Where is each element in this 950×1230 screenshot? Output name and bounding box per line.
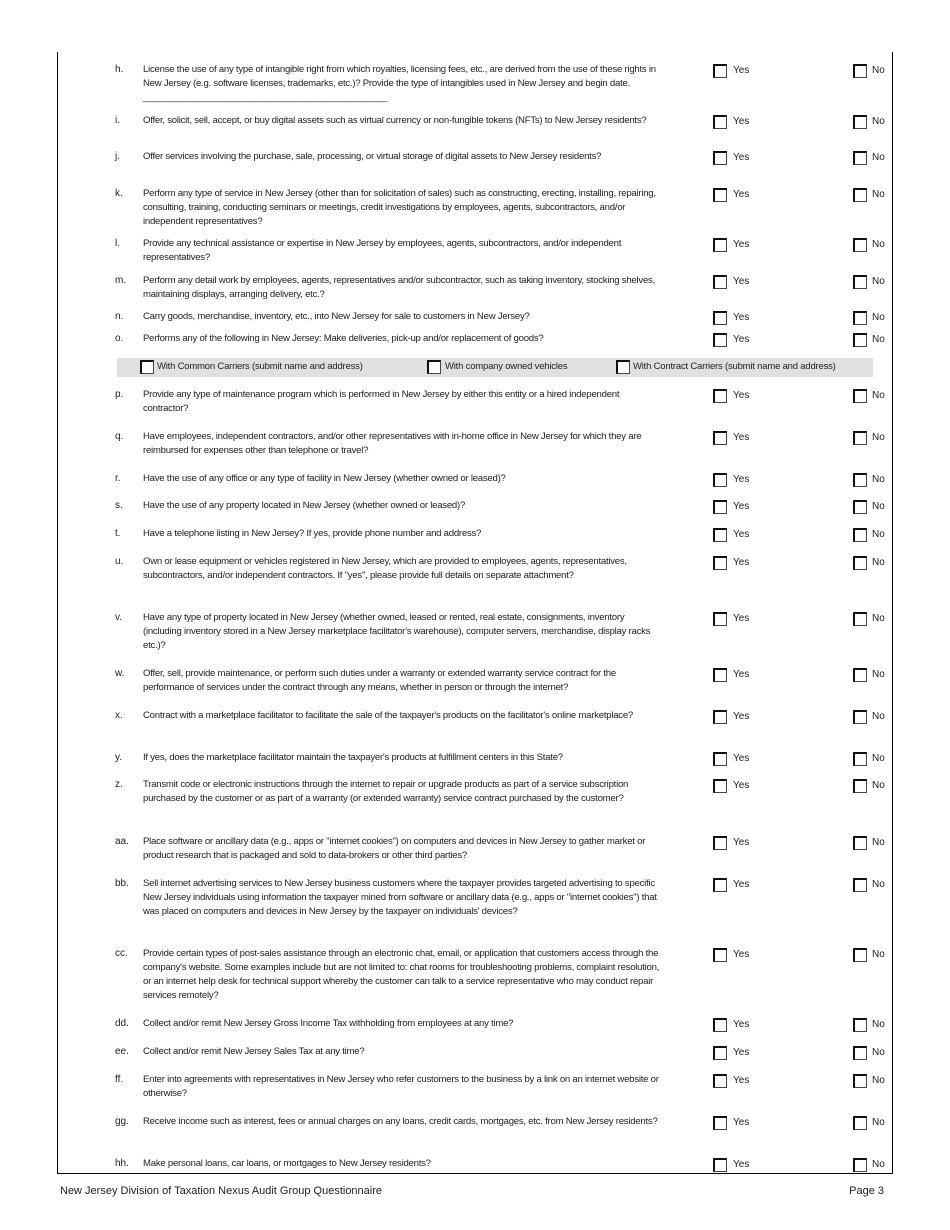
yes-label: Yes [733, 239, 750, 250]
no-checkbox[interactable] [853, 1018, 867, 1032]
no-label: No [872, 432, 885, 443]
no-label: No [872, 753, 885, 764]
yes-checkbox[interactable] [713, 151, 727, 165]
company-vehicles-checkbox[interactable] [427, 360, 441, 374]
question-letter: x. [115, 710, 123, 721]
no-label: No [872, 152, 885, 163]
yes-checkbox[interactable] [713, 556, 727, 570]
no-checkbox[interactable] [853, 1046, 867, 1060]
no-checkbox[interactable] [853, 1074, 867, 1088]
yes-label: Yes [733, 474, 750, 485]
question-text: Provide certain types of post-sales assistance through an electronic chat, email, or application that customers access through the company's website. Some examples include but are not limited to: chat rooms for troubleshooting problems, complaint resolution, or an internet help desk for technical support whereby the customer can talk to a service representative who may conduct repair services remotely? [143, 948, 660, 1001]
no-checkbox[interactable] [853, 64, 867, 78]
common-carriers-checkbox[interactable] [140, 360, 154, 374]
no-label: No [872, 390, 885, 401]
yes-checkbox[interactable] [713, 1074, 727, 1088]
yes-label: Yes [733, 837, 750, 848]
no-checkbox[interactable] [853, 752, 867, 766]
question-letter: dd. [115, 1018, 129, 1029]
yes-label: Yes [733, 189, 750, 200]
yes-checkbox[interactable] [713, 238, 727, 252]
footer-title: New Jersey Division of Taxation Nexus Audit Group Questionnaire [60, 1185, 383, 1197]
question-letter: i. [115, 115, 120, 126]
yes-label: Yes [733, 557, 750, 568]
no-label: No [872, 501, 885, 512]
yes-label: Yes [733, 276, 750, 287]
no-label: No [872, 529, 885, 540]
question-text: Performs any of the following in New Jersey: Make deliveries, pick-up and/or replacement of goods? [143, 333, 544, 344]
yes-checkbox[interactable] [713, 668, 727, 682]
question-text: Provide any technical assistance or expertise in New Jersey by employees, agents, subcontractors, and/or independent representatives? [143, 238, 622, 263]
question-text: Perform any type of service in New Jersey (other than for solicitation of sales) such as constructing, erecting, installing, repairing, consulting, training, conducting seminars or meetings, credit investigations by employees, agents, subcontractors, and/or independent representatives? [143, 188, 656, 227]
question-text: Have a telephone listing in New Jersey? If yes, provide phone number and address? [143, 528, 482, 539]
no-label: No [872, 1047, 885, 1058]
no-label: No [872, 1075, 885, 1086]
question-text: Make personal loans, car loans, or mortgages to New Jersey residents? [143, 1158, 431, 1169]
yes-checkbox[interactable] [713, 311, 727, 325]
no-label: No [872, 780, 885, 791]
no-label: No [872, 669, 885, 680]
question-text: Enter into agreements with representatives in New Jersey who refer customers to the business by a link on an internet website or otherwise? [143, 1074, 659, 1099]
yes-label: Yes [733, 116, 750, 127]
question-text: Perform any detail work by employees, agents, representatives and/or subcontractor, such as taking inventory, stocking shelves, maintaining displays, arranging delivery, etc.? [143, 275, 655, 300]
yes-label: Yes [733, 312, 750, 323]
yes-checkbox[interactable] [713, 612, 727, 626]
yes-checkbox[interactable] [713, 188, 727, 202]
no-checkbox[interactable] [853, 311, 867, 325]
question-letter: t. [115, 528, 121, 539]
no-checkbox[interactable] [853, 431, 867, 445]
question-text: Transmit code or electronic instructions through the internet to repair or upgrade products as part of a service subscription purchased by the customer or as part of a warranty (or extended warranty) service contract purchased by the customer? [143, 779, 629, 804]
yes-label: Yes [733, 65, 750, 76]
company-vehicles-label: With company owned vehicles [445, 361, 568, 372]
yes-checkbox[interactable] [713, 500, 727, 514]
delivery-methods-bar [117, 358, 873, 377]
question-text: Own or lease equipment or vehicles registered in New Jersey, which are provided to employees, agents, representatives, subcontractors, and/or independent contractors. If "yes", please provide full details on separate attachment? [143, 556, 627, 581]
yes-checkbox[interactable] [713, 779, 727, 793]
yes-checkbox[interactable] [713, 836, 727, 850]
question-letter: gg. [115, 1116, 129, 1127]
no-label: No [872, 116, 885, 127]
no-label: No [872, 879, 885, 890]
question-text: Offer services involving the purchase, sale, processing, or virtual storage of digital assets to New Jersey residents? [143, 151, 602, 162]
yes-label: Yes [733, 390, 750, 401]
yes-checkbox[interactable] [713, 64, 727, 78]
no-label: No [872, 711, 885, 722]
question-letter: y. [115, 752, 123, 763]
yes-label: Yes [733, 152, 750, 163]
yes-checkbox[interactable] [713, 878, 727, 892]
question-letter: hh. [115, 1158, 129, 1169]
no-checkbox[interactable] [853, 1116, 867, 1130]
no-label: No [872, 949, 885, 960]
question-letter: bb. [115, 878, 129, 889]
no-checkbox[interactable] [853, 151, 867, 165]
question-letter: ee. [115, 1046, 129, 1057]
yes-label: Yes [733, 529, 750, 540]
question-letter: z. [115, 779, 123, 790]
no-label: No [872, 1019, 885, 1030]
no-label: No [872, 276, 885, 287]
yes-label: Yes [733, 334, 750, 345]
yes-checkbox[interactable] [713, 431, 727, 445]
no-label: No [872, 334, 885, 345]
yes-label: Yes [733, 501, 750, 512]
yes-checkbox[interactable] [713, 1116, 727, 1130]
no-checkbox[interactable] [853, 948, 867, 962]
question-letter: h. [115, 64, 124, 75]
question-letter: q. [115, 431, 124, 442]
question-text: Place software or ancillary data (e.g., apps or "internet cookies") on computers and devices in New Jersey to gather market or product research that is packaged and sold to data-brokers or other third parties? [143, 836, 646, 861]
no-label: No [872, 189, 885, 200]
question-text: Have the use of any office or any type of facility in New Jersey (whether owned or leased)? [143, 473, 506, 484]
no-label: No [872, 1159, 885, 1170]
yes-checkbox[interactable] [713, 115, 727, 129]
no-checkbox[interactable] [853, 878, 867, 892]
question-text: Contract with a marketplace facilitator to facilitate the sale of the taxpayer's products on the facilitator's online marketplace? [143, 710, 634, 721]
no-checkbox[interactable] [853, 710, 867, 724]
yes-checkbox[interactable] [713, 528, 727, 542]
yes-label: Yes [733, 1019, 750, 1030]
question-text: Offer, solicit, sell, accept, or buy digital assets such as virtual currency or non-fungible tokens (NFTs) to New Jersey residents? [143, 115, 647, 126]
no-label: No [872, 837, 885, 848]
question-letter: j. [115, 151, 120, 162]
yes-checkbox[interactable] [713, 710, 727, 724]
yes-checkbox[interactable] [713, 473, 727, 487]
question-letter: l. [115, 238, 120, 249]
yes-label: Yes [733, 432, 750, 443]
no-checkbox[interactable] [853, 779, 867, 793]
no-checkbox[interactable] [853, 500, 867, 514]
no-label: No [872, 65, 885, 76]
yes-label: Yes [733, 879, 750, 890]
no-checkbox[interactable] [853, 115, 867, 129]
yes-checkbox[interactable] [713, 1018, 727, 1032]
yes-label: Yes [733, 753, 750, 764]
yes-checkbox[interactable] [713, 1158, 727, 1172]
question-letter: p. [115, 389, 124, 400]
question-text: Collect and/or remit New Jersey Sales Tax at any time? [143, 1046, 365, 1057]
yes-label: Yes [733, 669, 750, 680]
yes-label: Yes [733, 1159, 750, 1170]
question-text: Carry goods, merchandise, inventory, etc., into New Jersey for sale to customers in New Jersey? [143, 311, 530, 322]
question-text: Have any type of property located in New Jersey (whether owned, leased or rented, real estate, consignments, inventory (including inventory stored in a New Jersey marketplace facilitator's warehouse), computer servers, merchandise, display racks etc.)? [143, 612, 651, 651]
contract-carriers-checkbox[interactable] [616, 360, 630, 374]
yes-checkbox[interactable] [713, 333, 727, 347]
question-text: Receive income such as interest, fees or annual charges on any loans, credit cards, mortgages, etc. from New Jersey residents? [143, 1116, 658, 1127]
no-checkbox[interactable] [853, 528, 867, 542]
question-letter: ff. [115, 1074, 124, 1085]
no-checkbox[interactable] [853, 612, 867, 626]
yes-label: Yes [733, 613, 750, 624]
no-checkbox[interactable] [853, 275, 867, 289]
yes-checkbox[interactable] [713, 275, 727, 289]
no-label: No [872, 1117, 885, 1128]
yes-label: Yes [733, 1075, 750, 1086]
question-letter: n. [115, 311, 124, 322]
question-text: Have employees, independent contractors, and/or other representatives with in-home office in New Jersey for which they are reimbursed for expenses other than telephone or travel? [143, 431, 642, 456]
question-letter: cc. [115, 948, 128, 959]
yes-label: Yes [733, 1047, 750, 1058]
question-text: Offer, sell, provide maintenance, or perform such duties under a warranty or extended warranty service contract for the performance of services under the contract through any means, whether in person or through the internet? [143, 668, 616, 693]
yes-checkbox[interactable] [713, 1046, 727, 1060]
no-checkbox[interactable] [853, 389, 867, 403]
question-text: License the use of any type of intangible right from which royalties, licensing fees, etc., are derived from the use of these rights in New Jersey (e.g. software licenses, trademarks, etc.)? Provide the type of intangibles used in New Jersey and begin date. ________________________________________________ [143, 64, 656, 103]
no-label: No [872, 239, 885, 250]
no-checkbox[interactable] [853, 473, 867, 487]
question-text: Have the use of any property located in New Jersey (whether owned or leased)? [143, 500, 466, 511]
yes-checkbox[interactable] [713, 948, 727, 962]
no-checkbox[interactable] [853, 556, 867, 570]
question-text: Provide any type of maintenance program which is performed in New Jersey by either this entity or a hired independent contractor? [143, 389, 620, 414]
yes-checkbox[interactable] [713, 389, 727, 403]
question-text: Sell internet advertising services to New Jersey business customers where the taxpayer provides targeted advertising to specific New Jersey individuals using information the taxpayer mined from software or ancillary data (e.g., apps or "internet cookies") that was placed on computers and devices in New Jersey by the taxpayer on individuals' devices? [143, 878, 657, 917]
no-label: No [872, 474, 885, 485]
no-label: No [872, 557, 885, 568]
common-carriers-label: With Common Carriers (submit name and address) [157, 361, 363, 372]
contract-carriers-label: With Contract Carriers (submit name and address) [633, 361, 836, 372]
no-label: No [872, 613, 885, 624]
question-letter: v. [115, 612, 123, 623]
question-letter: aa. [115, 836, 129, 847]
yes-checkbox[interactable] [713, 752, 727, 766]
page-number: Page 3 [849, 1185, 884, 1197]
no-checkbox[interactable] [853, 836, 867, 850]
yes-label: Yes [733, 949, 750, 960]
question-letter: m. [115, 275, 127, 286]
question-letter: s. [115, 500, 123, 511]
no-checkbox[interactable] [853, 188, 867, 202]
question-text: Collect and/or remit New Jersey Gross Income Tax withholding from employees at any time? [143, 1018, 514, 1029]
question-letter: w. [115, 668, 125, 679]
yes-label: Yes [733, 780, 750, 791]
no-checkbox[interactable] [853, 1158, 867, 1172]
yes-label: Yes [733, 1117, 750, 1128]
yes-label: Yes [733, 711, 750, 722]
no-checkbox[interactable] [853, 668, 867, 682]
question-letter: u. [115, 556, 124, 567]
question-letter: k. [115, 188, 123, 199]
no-checkbox[interactable] [853, 333, 867, 347]
question-letter: r. [115, 473, 121, 484]
no-checkbox[interactable] [853, 238, 867, 252]
question-text: If yes, does the marketplace facilitator maintain the taxpayer's products at fulfillment centers in this State? [143, 752, 563, 763]
question-letter: o. [115, 333, 124, 344]
no-label: No [872, 312, 885, 323]
